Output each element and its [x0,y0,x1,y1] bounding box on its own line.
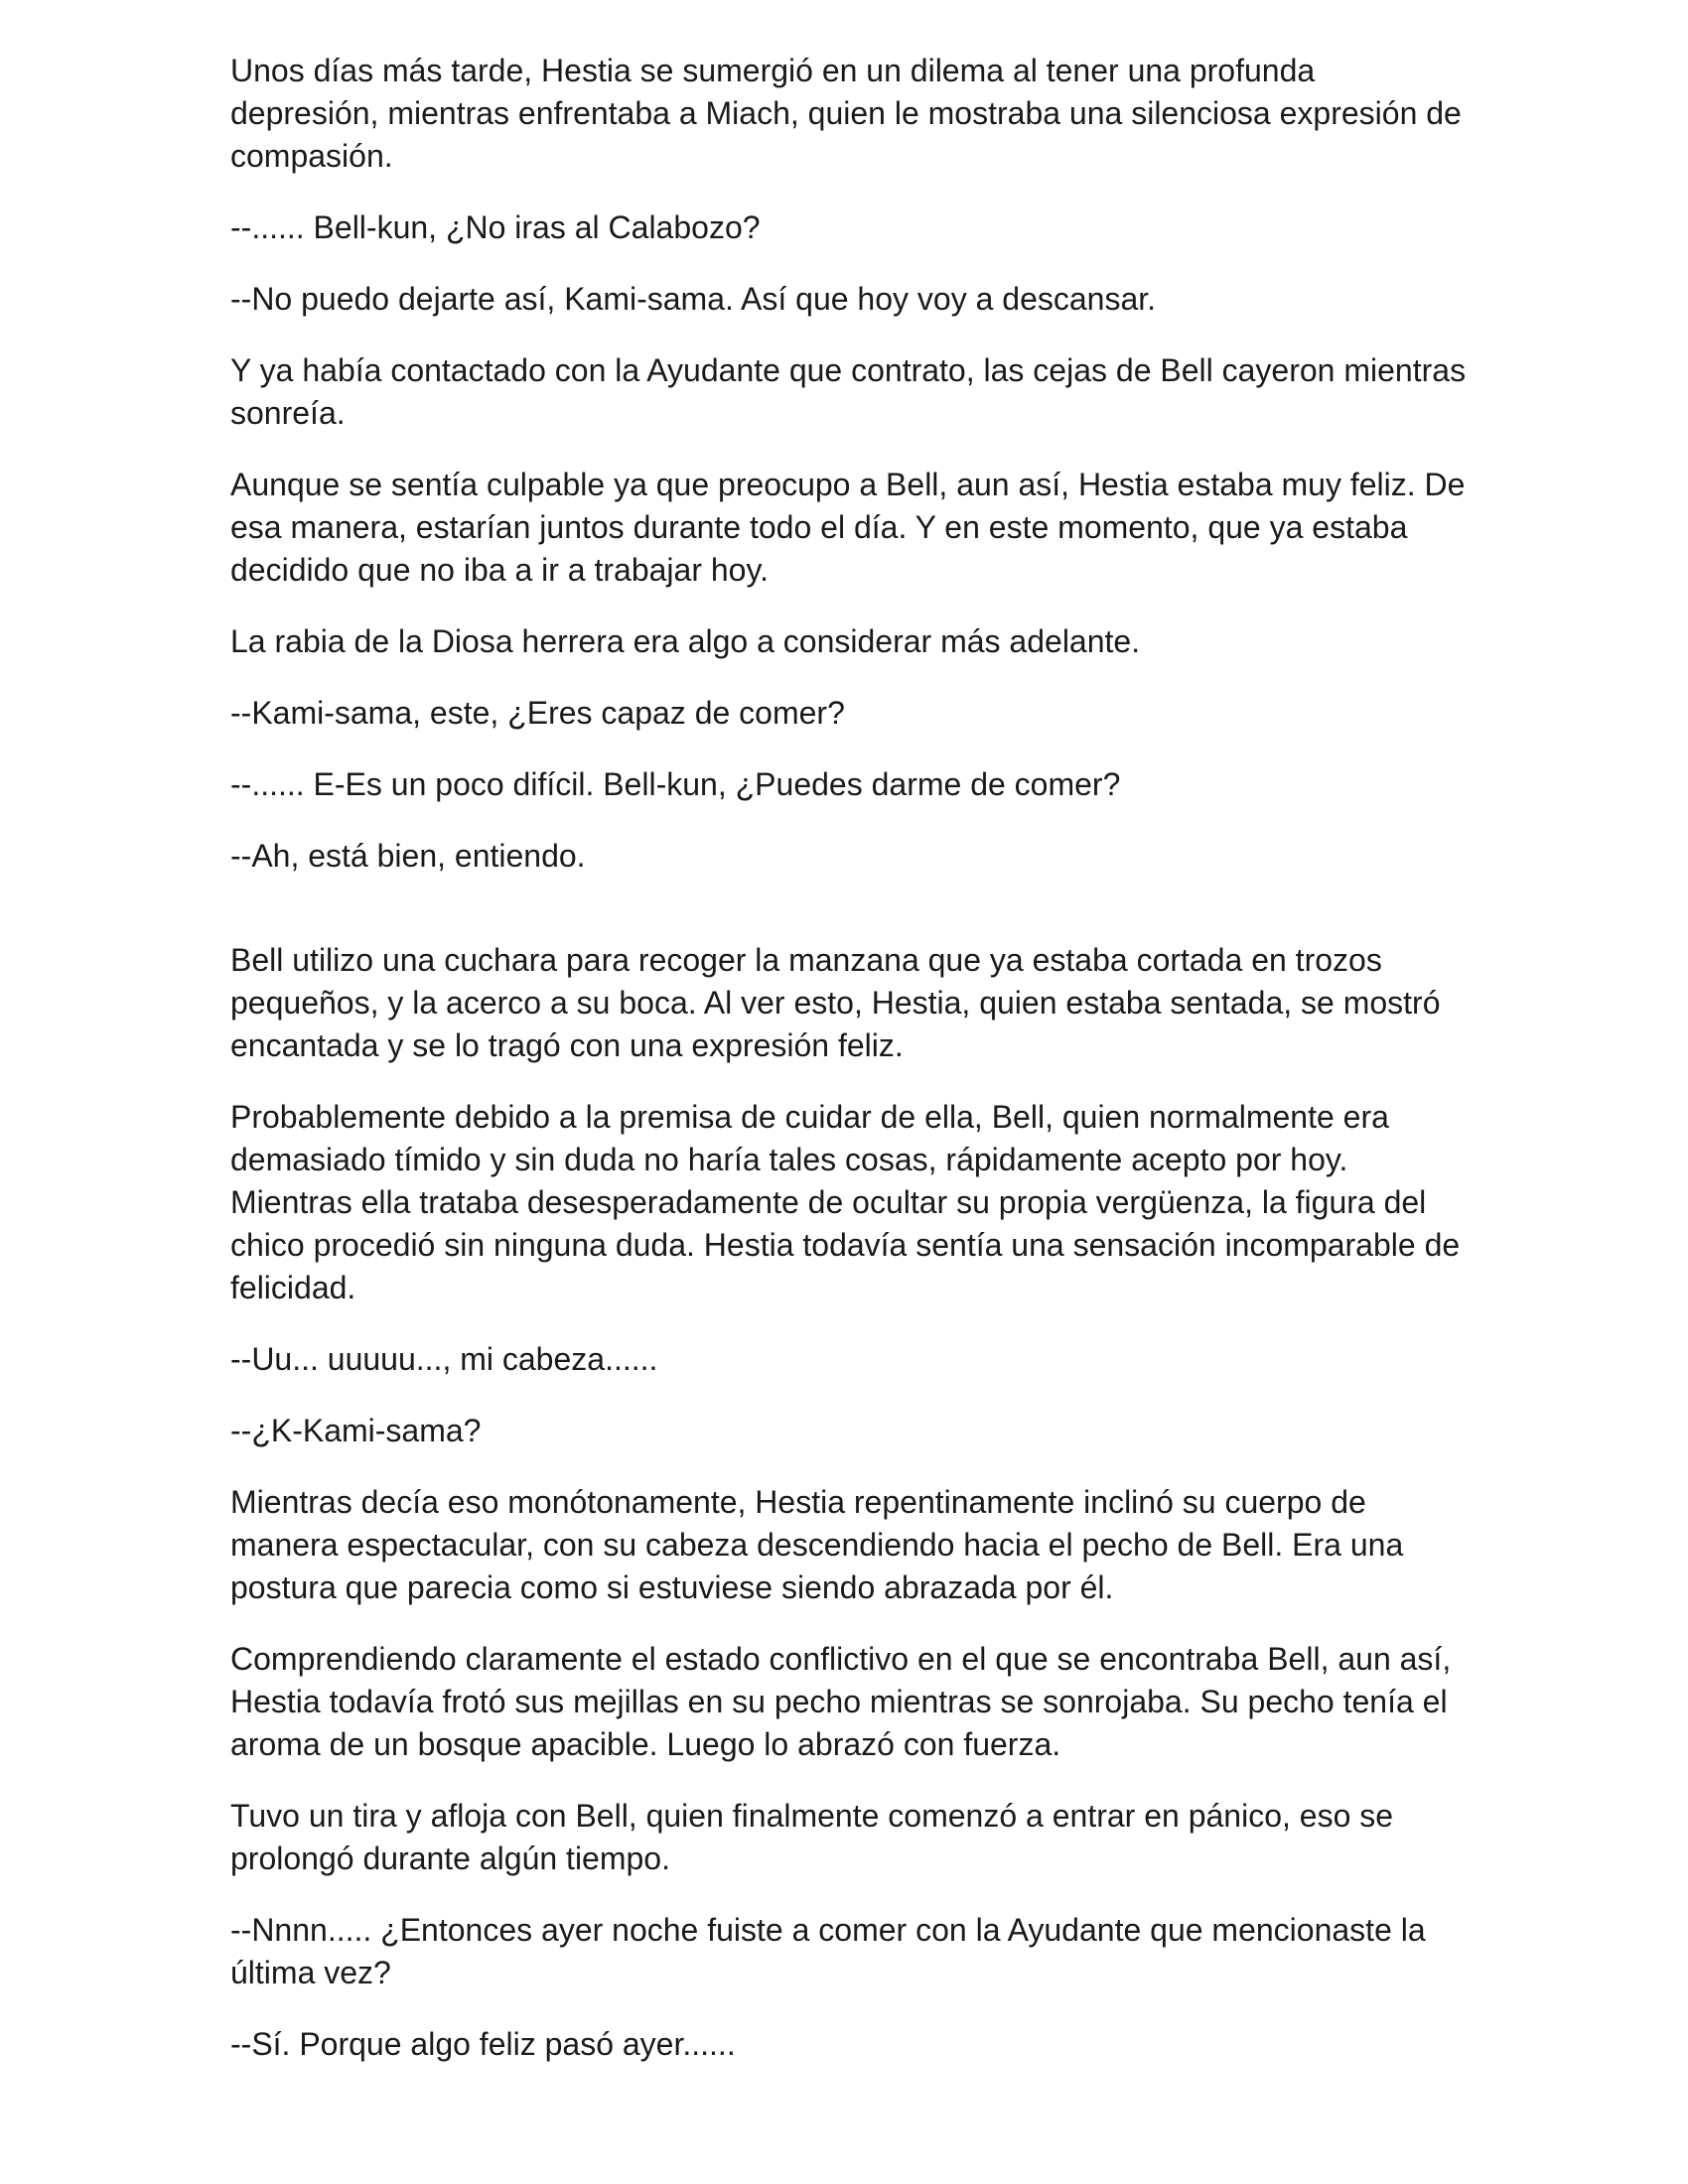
dialogue-line: --Nnnn..... ¿Entonces ayer noche fuiste a comer con la Ayudante que mencionaste la última vez? [230,1912,1426,1990]
dialogue-line: --Kami-sama, este, ¿Eres capaz de comer? [230,695,845,731]
dialogue-line: --...... Bell-kun, ¿No iras al Calabozo? [230,209,761,245]
paragraph: La rabia de la Diosa herrera era algo a considerar más adelante. [230,623,1141,659]
dialogue-line: --¿K-Kami-sama? [230,1413,482,1448]
dialogue-line: --...... E-Es un poco difícil. Bell-kun, ¿Puedes darme de comer? [230,766,1121,802]
paragraph: Y ya había contactado con la Ayudante que contrato, las cejas de Bell cayeron mientras sonreía. [230,352,1467,431]
paragraph: Unos días más tarde, Hestia se sumergió en un dilema al tener una profunda depresión, mientras enfrentaba a Miach, quien le mostraba una silenciosa expresión de compasión. [230,53,1462,174]
dialogue-line: --Ah, está bien, entiendo. [230,838,586,874]
dialogue-line: --No puedo dejarte así, Kami-sama. Así que hoy voy a descansar. [230,281,1157,317]
paragraph: Aunque se sentía culpable ya que preocupo a Bell, aun así, Hestia estaba muy feliz. De esa manera, estarían juntos durante todo el día. Y en este momento, que ya estaba decidido que no iba a ir a trabajar hoy. [230,467,1466,588]
paragraph: Tuvo un tira y afloja con Bell, quien finalmente comenzó a entrar en pánico, eso se prolongó durante algún tiempo. [230,1798,1394,1876]
dialogue-line: --Sí. Porque algo feliz pasó ayer...... [230,2026,736,2062]
paragraph: Mientras decía eso monótonamente, Hestia repentinamente inclinó su cuerpo de manera espectacular, con su cabeza descendiendo hacia el pecho de Bell. Era una postura que parecia como si estuviese siendo abrazada por él. [230,1484,1404,1605]
dialogue-line: --Uu... uuuuu..., mi cabeza...... [230,1341,658,1377]
paragraph: Bell utilizo una cuchara para recoger la manzana que ya estaba cortada en trozos pequeños, y la acerco a su boca. Al ver esto, Hestia, quien estaba sentada, se mostró encantada y se lo tragó con una expresión feliz. [230,942,1441,1063]
document-page [230,50,1467,2095]
paragraph: Comprendiendo claramente el estado conflictivo en el que se encontraba Bell, aun así, Hestia todavía frotó sus mejillas en su pecho mientras se sonrojaba. Su pecho tenía el aroma de un bosque apacible. Luego lo abrazó con fuerza. [230,1641,1452,1762]
paragraph: Probablemente debido a la premisa de cuidar de ella, Bell, quien normalmente era demasiado tímido y sin duda no haría tales cosas, rápidamente acepto por hoy. Mientras ella trataba desesperadamente de ocultar su propia vergüenza, la figura del chico procedió sin ninguna duda. Hestia todavía sentía una sensación incomparable de felicidad. [230,1099,1461,1305]
